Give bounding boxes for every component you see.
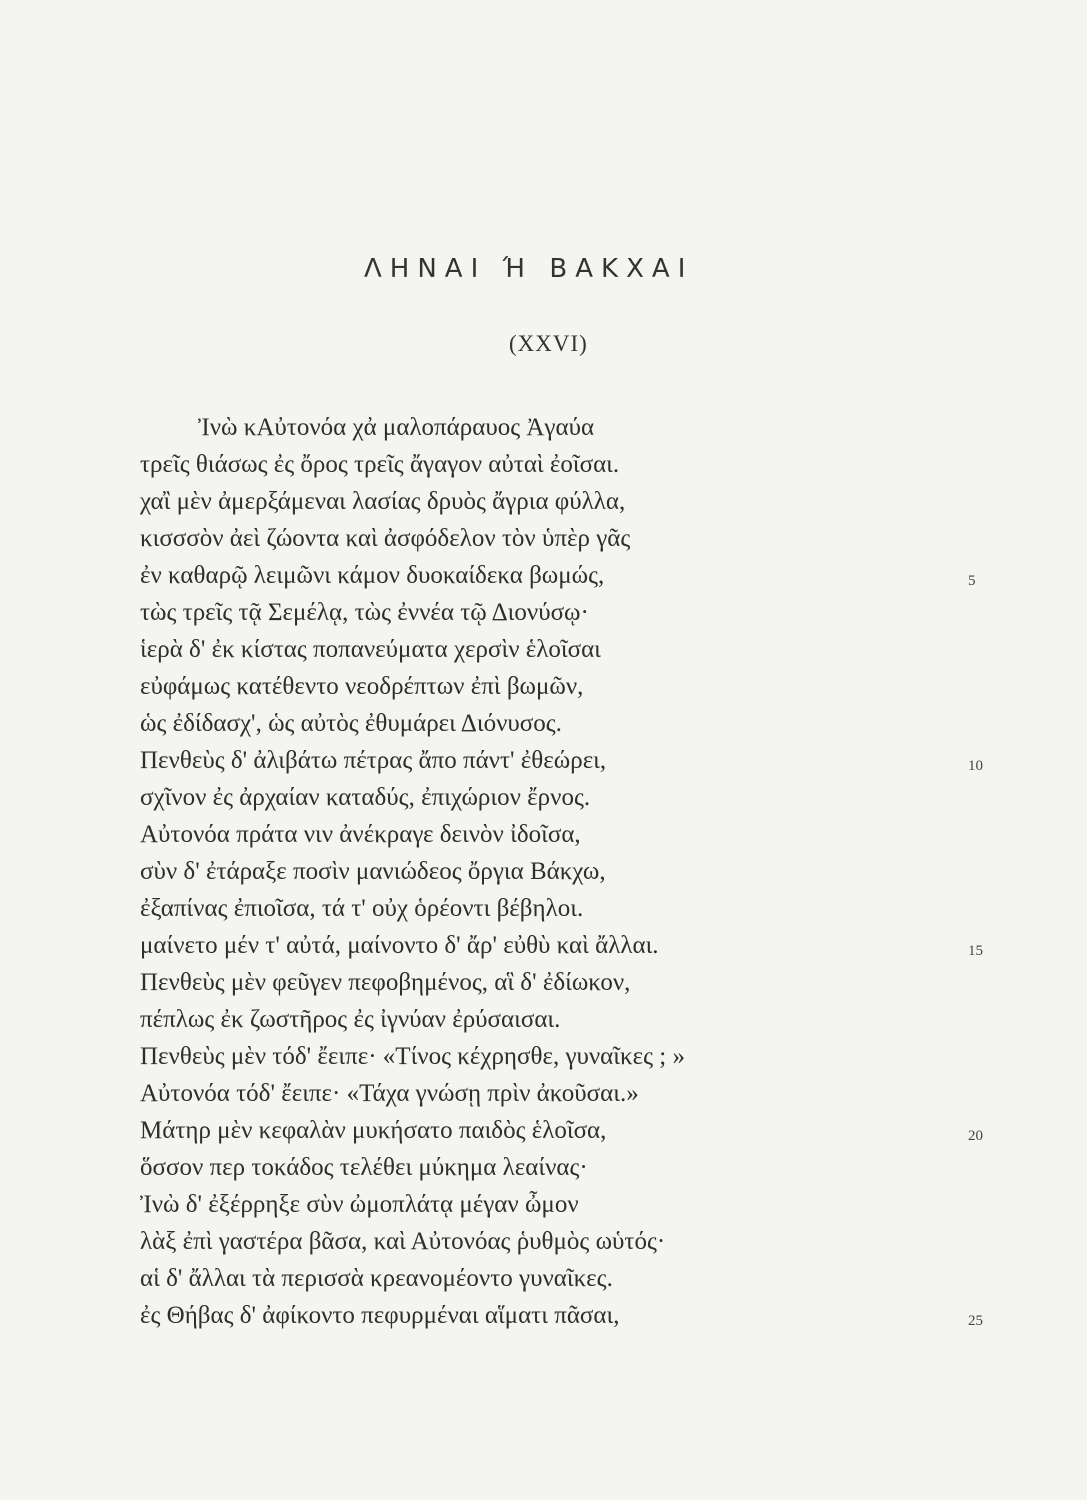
poem-line-text: κισσσὸν ἀεὶ ζώοντα καὶ ἀσφόδελον τὸν ὑπὲρ γᾶς [140, 525, 631, 552]
poem-line-text: τὼς τρεῖς τᾷ Σεμέλᾳ, τὼς ἐννέα τῷ Διονύσῳ· [140, 599, 589, 626]
poem-line-text: πέπλως ἐκ ζωστῆρος ἐς ἰγνύαν ἐρύσαισαι. [140, 1006, 561, 1033]
poem-line-text: μαίνετο μέν τ' αὐτά, μαίνοντο δ' ἄρ' εὐθὺ καὶ ἄλλαι. [140, 932, 659, 959]
poem-line-text: Ἰνὼ δ' ἐξέρρηξε σὺν ὠμοπλάτᾳ μέγαν ὦμον [140, 1191, 579, 1218]
poem-line [140, 446, 1040, 483]
poem-line-text: Πενθεὺς δ' ἀλιβάτω πέτρας ἄπο πάντ' ἐθεώρει, [140, 747, 607, 774]
poem-line-text: ἐς Θήβας δ' ἀφίκοντο πεφυρμέναι αἵματι πᾶσαι, [140, 1302, 620, 1329]
poem-line-text: εὐφάμως κατέθεντο νεοδρέπτων ἐπὶ βωμῶν, [140, 673, 584, 700]
line-number: 20 [968, 1128, 983, 1144]
poem-line-text: Ἰνὼ κΑὐτονόα χἀ μαλοπάραυος Ἀγαύα [198, 414, 595, 441]
poem-line-text: Πενθεὺς μὲν τόδ' ἔειπε· «Τίνος κέχρησθε, γυναῖκες ; » [140, 1043, 685, 1070]
poem-line [140, 705, 1040, 742]
poem-line-text: Αὐτονόα τόδ' ἔειπε· «Τάχα γνώσῃ πρὶν ἀκοῦσαι.» [140, 1080, 639, 1107]
poem-line-text: ἱερὰ δ' ἐκ κίστας ποπανεύματα χερσὶν ἑλοῖσαι [140, 636, 601, 663]
poem-line [140, 742, 1040, 779]
poem-line [140, 927, 1040, 964]
poem-line [140, 1186, 1040, 1223]
poem-line [140, 964, 1040, 1001]
poem-line [140, 668, 1040, 705]
line-number: 25 [968, 1313, 983, 1329]
poem-line-text: Μάτηρ μὲν κεφαλὰν μυκήσατο παιδὸς ἑλοῖσα, [140, 1117, 607, 1144]
poem-line [140, 1223, 1040, 1260]
line-number: 10 [968, 758, 983, 774]
poem-line [140, 409, 1040, 446]
poem-line [140, 1297, 1040, 1334]
poem-body [140, 409, 1040, 1334]
poem-line-text: ὡς ἐδίδασχ', ὡς αὐτὸς ἐθυμάρει Διόνυσος. [140, 710, 562, 737]
poem-line-text: ἐν καθαρῷ λειμῶνι κάμον δυοκαίδεκα βωμώς, [140, 562, 605, 589]
poem-line [140, 1112, 1040, 1149]
line-number: 5 [968, 573, 976, 589]
poem-number: (XXVI) [509, 331, 588, 356]
poem-line [140, 1260, 1040, 1297]
poem-line-text: Αὐτονόα πράτα νιν ἀνέκραγε δεινὸν ἰδοῖσα, [140, 821, 581, 848]
poem-line [140, 779, 1040, 816]
poem-line [140, 1001, 1040, 1038]
poem-title: ΛΗΝΑΙ Ή ΒΑΚΧΑΙ [364, 254, 694, 284]
poem-line-text: Πενθεὺς μὲν φεῦγεν πεφοβημένος, αἳ δ' ἐδίωκον, [140, 969, 631, 996]
poem-line-text: χαἲ μὲν ἀμερξάμεναι λασίας δρυὸς ἄγρια φύλλα, [140, 488, 626, 515]
poem-line-text: ὅσσον περ τοκάδος τελέθει μύκημα λεαίνας· [140, 1154, 588, 1181]
poem-line [140, 520, 1040, 557]
poem-line [140, 557, 1040, 594]
poem-line [140, 483, 1040, 520]
poem-line-text: σὺν δ' ἐτάραξε ποσὶν μανιώδεος ὄργια Βάκχω, [140, 858, 606, 885]
poem-line [140, 594, 1040, 631]
poem-line-text: ἐξαπίνας ἐπιοῖσα, τά τ' οὐχ ὁρέοντι βέβηλοι. [140, 895, 584, 922]
poem-line [140, 1075, 1040, 1112]
poem-line-text: λὰξ ἐπὶ γαστέρα βᾶσα, καὶ Αὐτονόας ῥυθμὸς ωὑτός· [140, 1228, 666, 1255]
poem-line [140, 890, 1040, 927]
poem-line [140, 816, 1040, 853]
line-number: 15 [968, 943, 983, 959]
poem-line [140, 631, 1040, 668]
poem-line [140, 1038, 1040, 1075]
poem-line-text: αἱ δ' ἄλλαι τὰ περισσὰ κρεανομέοντο γυναῖκες. [140, 1265, 613, 1292]
poem-line-text: σχῖνον ἐς ἀρχαίαν καταδύς, ἐπιχώριον ἔρνος. [140, 784, 591, 811]
poem-line-text: τρεῖς θιάσως ἐς ὄρος τρεῖς ἄγαγον αὐταὶ ἐοῖσαι. [140, 451, 620, 478]
poem-line [140, 853, 1040, 890]
poem-line [140, 1149, 1040, 1186]
